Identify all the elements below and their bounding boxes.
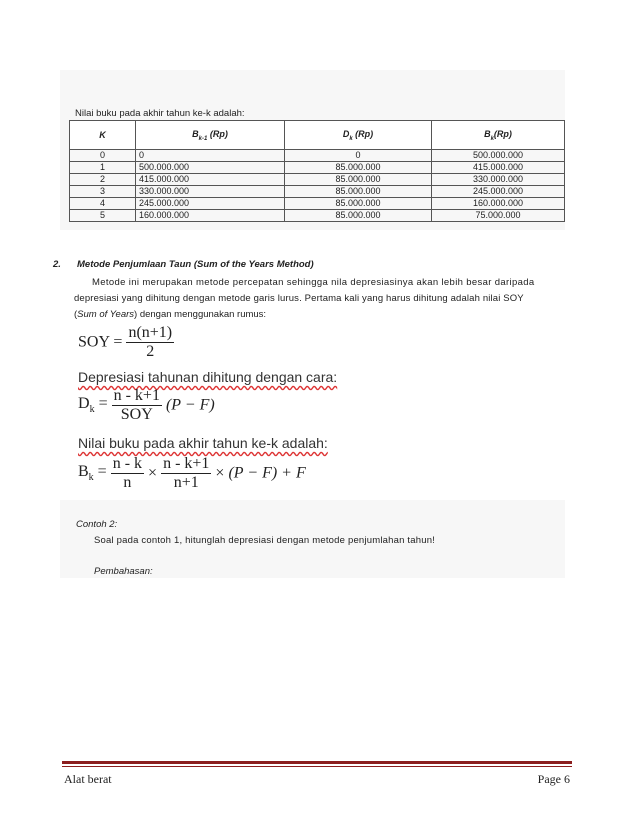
section-paragraph [74, 275, 564, 323]
para-line-1: Metode ini merupakan metode percepatan sehingga nila depresiasinya akan lebih besar daripada [92, 277, 535, 288]
header-k: K [70, 121, 136, 150]
header-bk-1: $B_{k-1}$ (Rp) [136, 121, 285, 150]
soy-fraction: $\frac{n(n+1)}{2}$ [128, 324, 173, 360]
dep-caption: Depresiasi tahunan dihitung dengan cara: [78, 369, 338, 385]
table-row: 4 245.000.000 85.000.000 160.000.000 [70, 198, 565, 210]
table-row: 2 415.000.000 85.000.000 330.000.000 [70, 174, 565, 186]
footer-rule-thin [62, 766, 572, 767]
formula-dk: $D_k$ = $\frac{n - k+1}{\text{SOY}}$ (P − F) [78, 387, 215, 423]
table-row: 0 0 0 500.000.000 [70, 150, 565, 162]
table-header-row [70, 121, 565, 150]
section-title: Metode Penjumlaan Taun (Sum of the Years Method) [77, 259, 314, 270]
contoh-text: Soal pada contoh 1, hitunglah depresiasi dengan metode penjumlahan tahun! [94, 535, 436, 546]
header-dk: $D_k$ (Rp) [285, 121, 432, 150]
section-number: 2. [53, 259, 61, 270]
formula-soy: SOY = $\frac{n(n+1)}{2}$ [78, 324, 173, 360]
para-line-3: (Sum of Years) dengan menggunakan rumus: [74, 309, 267, 320]
contoh-label: Contoh 2: [76, 519, 118, 530]
dk-fraction: $\frac{n - k+1}{\text{SOY}}$ [113, 387, 160, 423]
footer-right: Page 6 [537, 772, 570, 786]
para-line-2: depresiasi yang dihitung dengan metode garis lurus. Pertama kali yang harus dihitung adalah nilai SOY [74, 293, 524, 304]
depreciation-table [69, 120, 565, 222]
header-bk: $B_k(Rp)$ [432, 121, 565, 150]
bk-caption: Nilai buku pada akhir tahun ke-k adalah: [78, 435, 328, 451]
bk-fraction-2: $\frac{n - k+1}{n+1}$ [163, 455, 210, 491]
table-row: 5 160.000.000 85.000.000 75.000.000 [70, 210, 565, 222]
footer-rule-thick [62, 761, 572, 764]
formula-bk: $B_k$ = $\frac{n - k}{n}$ × $\frac{n - k+1}{n+1}$ × (P − F) + F [78, 455, 306, 491]
bk-fraction-1: $\frac{n - k}{n}$ [112, 455, 143, 491]
table-row: 1 500.000.000 85.000.000 415.000.000 [70, 162, 565, 174]
footer-left: Alat berat [64, 772, 112, 786]
intro-text: Nilai buku pada akhir tahun ke-k adalah: [75, 108, 245, 119]
table-row: 3 330.000.000 85.000.000 245.000.000 [70, 186, 565, 198]
pembahasan-label: Pembahasan: [94, 566, 153, 577]
